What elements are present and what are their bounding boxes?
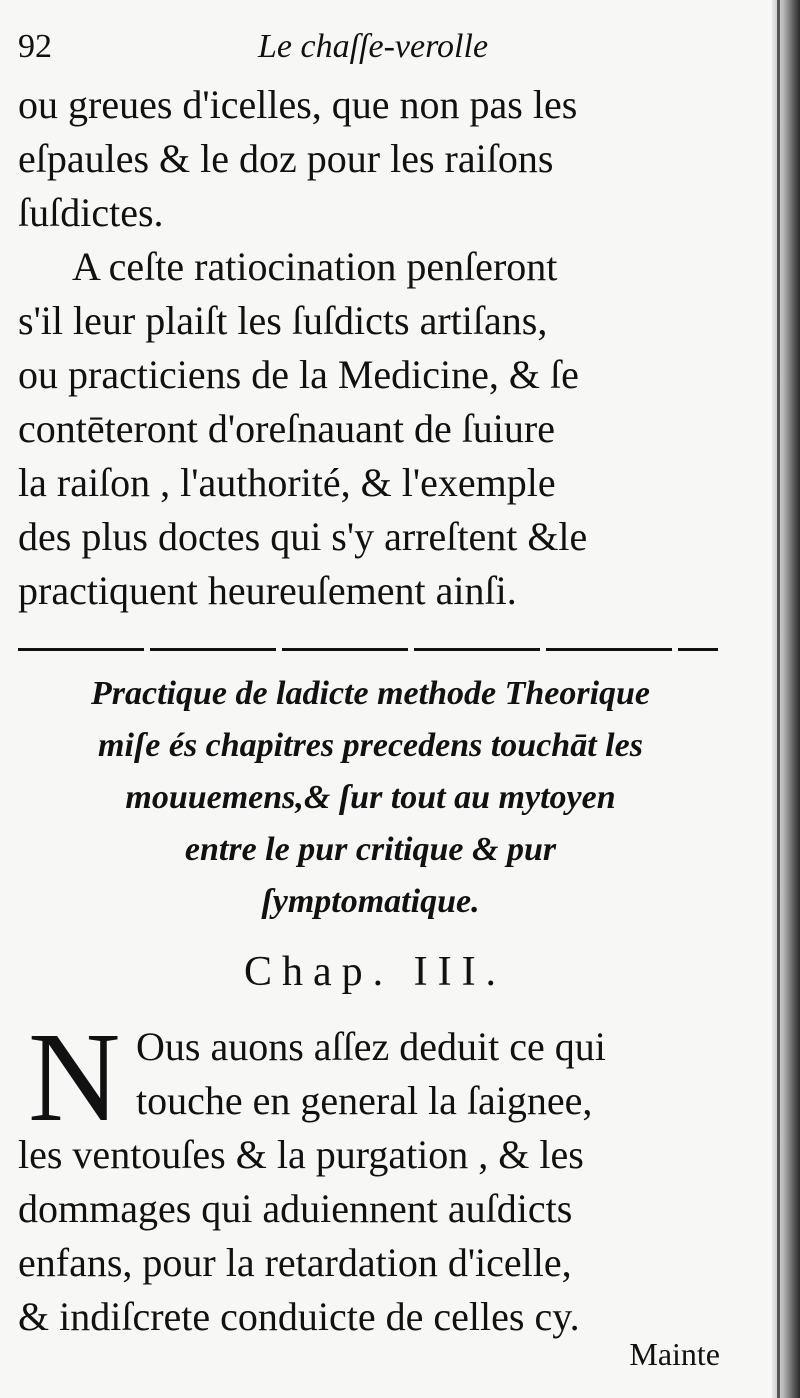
- chapter-body-line: dommages qui aduiennent auſdicts: [18, 1186, 573, 1231]
- gutter-edge: [777, 0, 780, 1398]
- body-line: la raiſon , l'authorité, & l'exemple: [18, 460, 556, 505]
- chapter-body-line: & indiſcrete conduicte de celles cy.: [18, 1294, 580, 1339]
- body-line: practiquent heureuſement ainſi.: [18, 568, 517, 613]
- body-text: [18, 78, 723, 618]
- chapter-body-line: Ous auons aſſez deduit ce qui: [136, 1024, 606, 1069]
- body-line: A ceſte ratiocination penſeront: [72, 244, 558, 289]
- body-line: ou greues d'icelles, que non pas les: [18, 82, 578, 127]
- chapter-title-line: miſe és chapitres precedens touchāt les: [98, 727, 643, 764]
- chapter-body: [18, 1006, 723, 1344]
- chapter-heading: Chap. III.: [243, 949, 507, 995]
- body-line: eſpaules & le doz pour les raiſons: [18, 136, 554, 181]
- chapter-body-line: touche en general la ſaignee,: [136, 1078, 593, 1123]
- body-line: des plus doctes qui s'y arreſtent &le: [18, 514, 588, 559]
- body-line: ou practiciens de la Medicine, & ſe: [18, 352, 579, 397]
- body-line: ſuſdictes.: [18, 190, 164, 235]
- page-number: 92: [18, 28, 52, 65]
- running-title: Le chaſſe-verolle: [258, 28, 489, 65]
- drop-cap: N: [28, 1006, 121, 1148]
- chapter-title: [18, 668, 723, 928]
- chapter-title-line: Practique de ladicte methode Theorique: [90, 675, 651, 712]
- chapter-body-line: les ventouſes & la purgation , & les: [18, 1132, 584, 1177]
- chapter-title-line: ſymptomatique.: [261, 883, 480, 920]
- chapter-title-line: entre le pur critique & pur: [184, 831, 557, 868]
- section-divider: [18, 648, 718, 651]
- chapter-body-line: enfans, pour la retardation d'icelle,: [18, 1240, 572, 1285]
- page-header: [18, 28, 718, 74]
- chapter-title-line: mouuemens,& ſur tout au mytoyen: [125, 779, 616, 816]
- body-line: contēteront d'oreſnauant de ſuiure: [18, 406, 555, 451]
- catchword: Mainte: [629, 1336, 720, 1372]
- body-line: s'il leur plaiſt les ſuſdicts artiſans,: [18, 298, 548, 343]
